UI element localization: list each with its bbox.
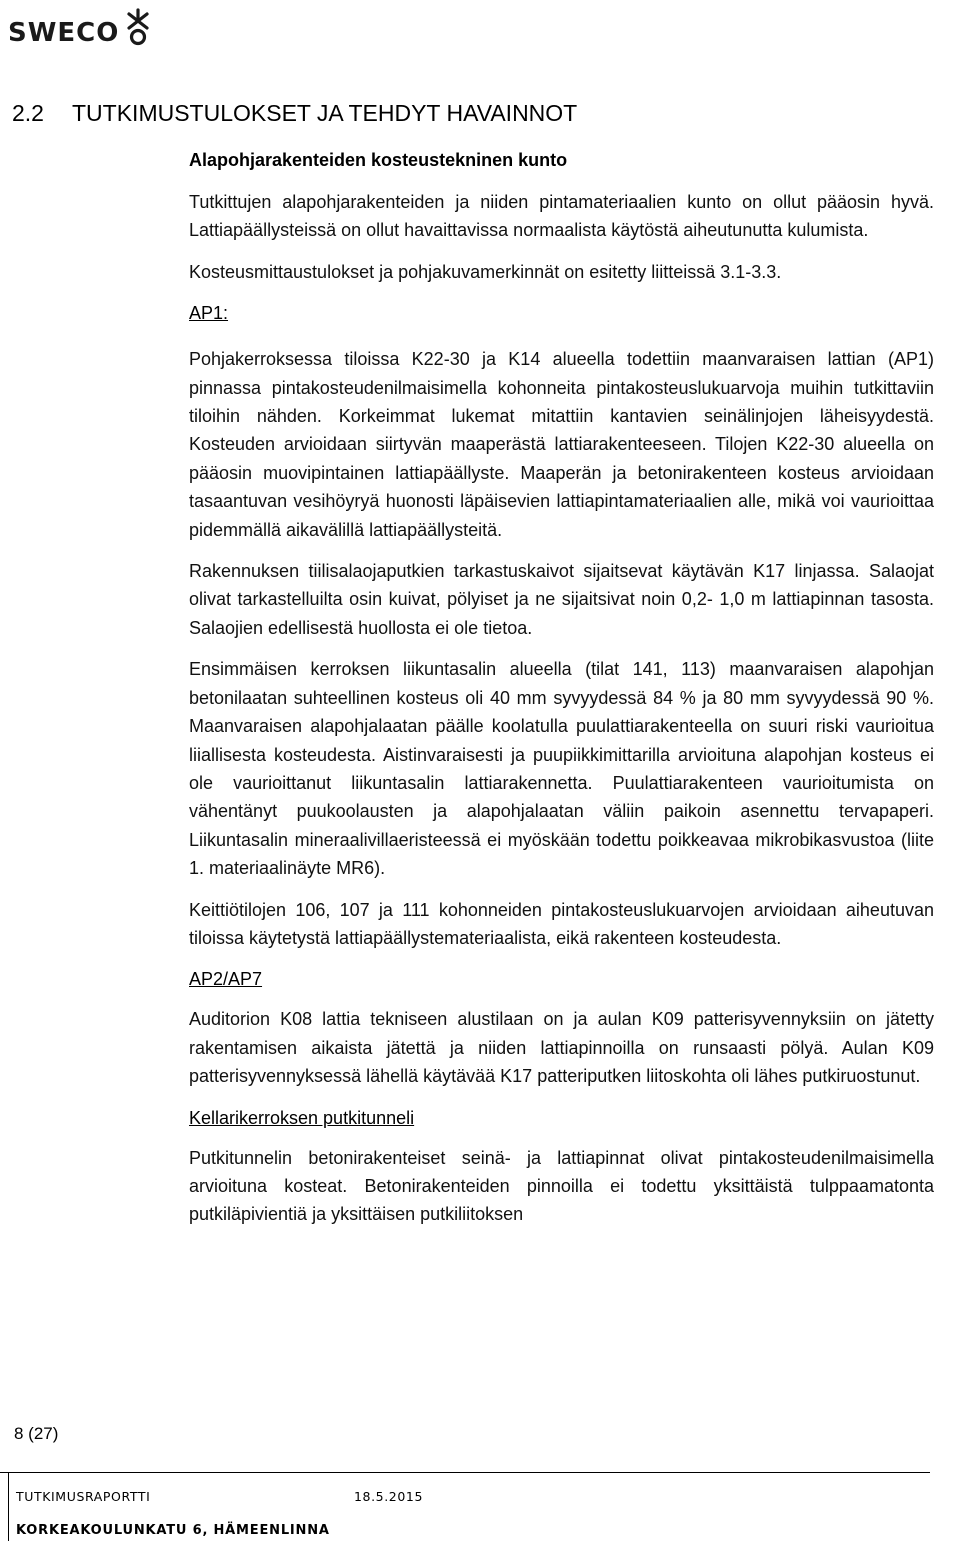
intro-paragraph: Tutkittujen alapohjarakenteiden ja niiden pintamateriaalien kunto on ollut pääosin hyvä. Lattiapäällysteissä on ollut havaittavissa normaalista käytöstä aiheutunutta kulumista.: [189, 192, 934, 241]
main-content: [189, 146, 934, 1242]
sweco-star-icon: [123, 6, 153, 46]
ap2-paragraph-1: Auditorion K08 lattia tekniseen alustilaan on ja aulan K09 patterisyvennyksiin on jätetty rakentamisen aikaista jätettä ja niiden lattiapinnoilla on runsaasti pölyä. Aulan K09 patterisyvennyksessä lähellä käytävää K17 patteriputken liitoskohta oli lähes putkiruostunut.: [189, 1009, 934, 1087]
ap1-paragraph-1: Pohjakerroksessa tiloissa K22-30 ja K14 alueella todettiin maanvaraisen lattian (AP1) pinnassa pintakosteudenilmaisimella kohonneita pintakosteuslukuarvoja muihin tutkittaviin tiloihin nähden. Korkeimmat lukemat mitattiin kantavien seinälinjojen läheisyydestä. Kosteuden arvioidaan siirtyvän maaperästä lattiarakenteeseen. Tilojen K22-30 alueella on pääosin muovipintainen lattiapäällyste. Maaperän ja betonirakenteen kosteus arvioidaan tasaantuvan vesihöyryä huonosti läpäisevien lattiapintamateriaalien alle, mikä voi vaurioittaa pidemmällä aikavälillä lattiapäällysteitä.: [189, 349, 934, 540]
footer-divider-line: [0, 1472, 930, 1473]
footer-date: 18.5.2015: [354, 1489, 424, 1504]
footer-vertical-line: [8, 1472, 9, 1541]
ap2-label: AP2/AP7: [189, 969, 263, 990]
section-heading: [12, 100, 577, 127]
section-title: TUTKIMUSTULOKSET JA TEHDYT HAVAINNOT: [72, 100, 578, 126]
sweco-logo: [8, 2, 153, 46]
ap1-label: AP1:: [189, 303, 229, 324]
logo-text: SWECO: [8, 18, 120, 48]
ap1-paragraph-4: Keittiötilojen 106, 107 ja 111 kohonneiden pintakosteuslukuarvojen arvioidaan aiheutuvan tiloissa käytetystä lattiapäällystemateriaalista, eikä rakenteen kosteudesta.: [189, 899, 934, 948]
footer-address: KORKEAKOULUNKATU 6, HÄMEENLINNA: [16, 1523, 330, 1538]
subheading: Alapohjarakenteiden kosteustekninen kunto: [189, 150, 568, 170]
tunnel-paragraph-1: Putkitunnelin betonirakenteiset seinä- ja lattiapinnat olivat pintakosteudenilmaisimella arvioituna kosteat. Betonirakenteiden pinnoilla ei todettu yksittäistä tulppaamatonta putkiläpivientiä ja yksittäisen putkiliitoksen: [189, 1147, 934, 1225]
tunnel-label: Kellarikerroksen putkitunneli: [189, 1107, 415, 1128]
ap1-paragraph-3: Ensimmäisen kerroksen liikuntasalin alueella (tilat 141, 113) maanvaraisen alapohjan betonilaatan suhteellinen kosteus oli 40 mm syvyydessä 84 % ja 80 mm syvyydessä 90 %. Maanvaraisen alapohjalaatan päälle koolatulla puulattiarakenteella on suuri riski vaurioitua liiallisesta kosteudesta. Aistinvaraisesti ja puupiikkimittarilla arvioituna alapohjan kosteus ei ole vaurioittanut liikuntasalin lattiarakennetta. Puulattiarakenteen vaurioitumista on vähentänyt puukoolausten ja alapohjalaatan väliin paikoin asennettu tervapaperi. Liikuntasalin mineraalivillaeristeessä ei myöskään todettu poikkeavaa mikrobikasvustoa (liite 1. materiaalinäyte MR6).: [189, 659, 934, 879]
results-reference: Kosteusmittaustulokset ja pohjakuvamerkinnät on esitetty liitteissä 3.1-3.3.: [189, 261, 782, 282]
page-number: 8 (27): [14, 1424, 59, 1443]
section-number: 2.2: [12, 100, 44, 126]
footer-report-type: TUTKIMUSRAPORTTI: [16, 1489, 151, 1504]
ap1-paragraph-2: Rakennuksen tiilisalaojaputkien tarkastuskaivot sijaitsevat käytävän K17 linjassa. Salaojat olivat tarkastelluilta osin kuivat, pölyiset ja ne sijaitsivat noin 0,2- 1,0 m lattiapinnan tasosta. Salaojien edellisestä huollosta ei ole tietoa.: [189, 561, 934, 638]
